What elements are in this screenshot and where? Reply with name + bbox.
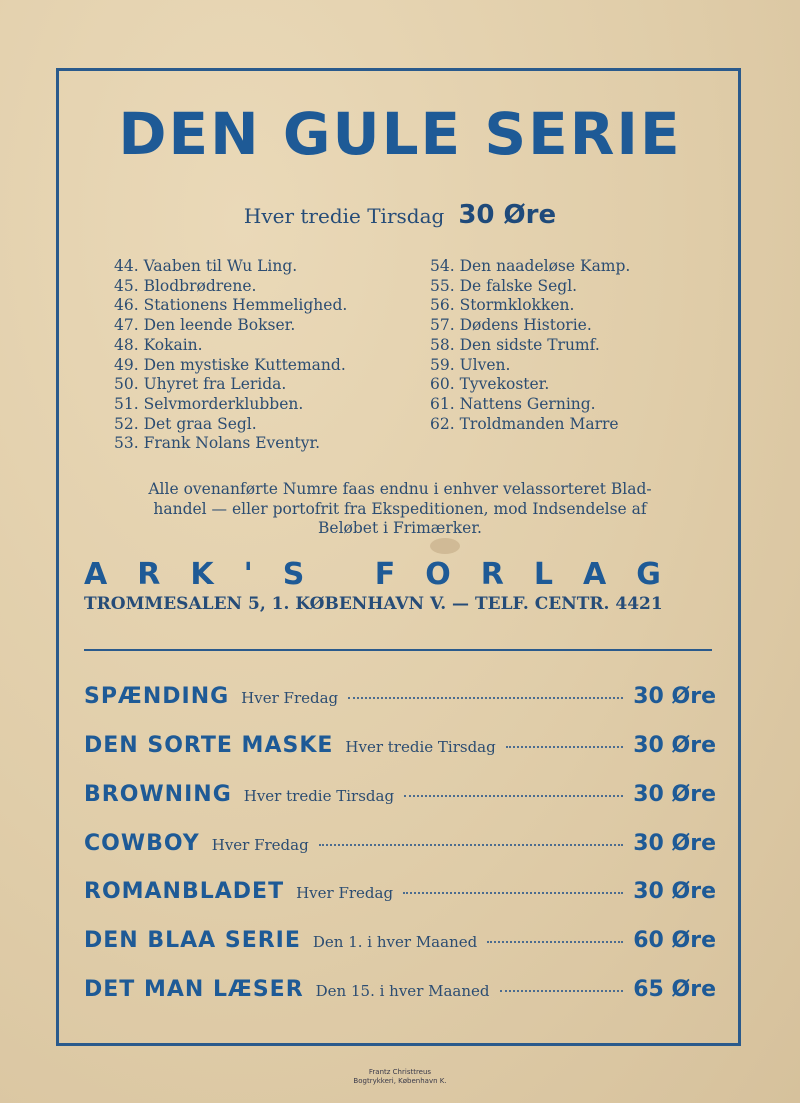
magazine-name: DEN SORTE MASKE	[84, 733, 334, 758]
list-item: 49. Den mystiske Kuttemand.	[114, 355, 346, 374]
list-item: 60. Tyvekoster.	[430, 375, 550, 394]
magazine-schedule: Hver tredie Tirsdag	[345, 738, 496, 756]
leader-dots	[403, 892, 623, 894]
notice-line: Alle ovenanførte Numre faas endnu i enhver velassorteret Blad-	[148, 480, 652, 498]
magazine-price: 65 Øre	[633, 977, 716, 1002]
printer-line: Bogtrykkeri, København K.	[353, 1077, 447, 1085]
magazine-row	[84, 879, 716, 919]
magazine-row	[84, 977, 716, 1017]
list-item: 54. Den naadeløse Kamp.	[430, 257, 631, 275]
magazine-row	[84, 684, 716, 724]
availability-notice	[110, 480, 690, 539]
magazine-name: DET MAN LÆSER	[84, 977, 304, 1002]
notice-line: handel — eller portofrit fra Ekspeditionen, mod Indsendelse af	[153, 499, 647, 518]
magazine-price: 30 Øre	[633, 782, 716, 807]
magazine-price: 30 Øre	[633, 831, 716, 856]
list-item: 58. Den sidste Trumf.	[430, 335, 600, 354]
magazine-name: SPÆNDING	[84, 684, 230, 709]
leader-dots	[487, 941, 623, 943]
list-item: 59. Ulven.	[430, 355, 511, 374]
magazine-row	[84, 831, 716, 871]
divider	[84, 649, 712, 651]
leader-dots	[404, 795, 623, 797]
frequency-text: Hver tredie Tirsdag	[243, 204, 445, 228]
list-item: 47. Den leende Bokser.	[114, 316, 296, 335]
publisher-address: TROMMESALEN 5, 1. KØBENHAVN V. — TELF. CENTR. 4421	[84, 594, 663, 614]
list-item: 56. Stormklokken.	[430, 296, 575, 315]
magazine-price: 60 Øre	[633, 928, 716, 953]
magazine-price: 30 Øre	[633, 733, 716, 758]
paper-stain	[430, 538, 460, 554]
magazine-schedule: Hver Fredag	[296, 884, 394, 902]
list-item: 55. De falske Segl.	[430, 276, 578, 295]
publisher-name: ARK'S FORLAG	[84, 557, 691, 592]
notice-line: Beløbet i Frimærker.	[318, 519, 482, 537]
list-item: 46. Stationens Hemmelighed.	[114, 296, 348, 315]
leader-dots	[319, 844, 624, 846]
magazine-price: 30 Øre	[633, 684, 716, 709]
list-item: 62. Troldmanden Marre	[430, 414, 619, 433]
magazine-schedule: Den 1. i hver Maaned	[312, 933, 478, 951]
leader-dots	[348, 697, 623, 699]
leader-dots	[506, 746, 624, 748]
magazine-row	[84, 782, 716, 822]
magazine-name: DEN BLAA SERIE	[84, 928, 301, 953]
magazine-name: ROMANBLADET	[84, 879, 285, 904]
series-price: 30 Øre	[458, 200, 557, 230]
list-item: 48. Kokain.	[114, 335, 203, 354]
magazine-name: BROWNING	[84, 782, 232, 807]
printer-imprint	[0, 1068, 800, 1086]
magazine-schedule: Den 15. i hver Maaned	[315, 982, 490, 1000]
magazine-name: COWBOY	[84, 831, 200, 856]
magazine-row	[84, 733, 716, 773]
magazine-schedule: Hver tredie Tirsdag	[243, 787, 395, 805]
leader-dots	[500, 990, 624, 992]
title-list-left	[114, 257, 347, 454]
list-item: 61. Nattens Gerning.	[430, 394, 596, 413]
list-item: 45. Blodbrødrene.	[114, 276, 257, 295]
page-title: DEN GULE SERIE	[118, 100, 682, 168]
list-item: 52. Det graa Segl.	[114, 414, 257, 433]
printer-line: Frantz Christtreus	[368, 1068, 432, 1076]
magazine-schedule: Hver Fredag	[241, 689, 339, 707]
list-item: 50. Uhyret fra Lerida.	[114, 375, 287, 394]
magazine-row	[84, 928, 716, 968]
title-list-right	[430, 257, 630, 434]
list-item: 57. Dødens Historie.	[430, 316, 592, 335]
frequency-line	[0, 200, 800, 230]
magazine-price: 30 Øre	[633, 879, 716, 904]
list-item: 44. Vaaben til Wu Ling.	[114, 257, 298, 275]
magazine-schedule: Hver Fredag	[211, 836, 309, 854]
list-item: 51. Selvmorderklubben.	[114, 394, 304, 413]
list-item: 53. Frank Nolans Eventyr.	[114, 434, 321, 453]
